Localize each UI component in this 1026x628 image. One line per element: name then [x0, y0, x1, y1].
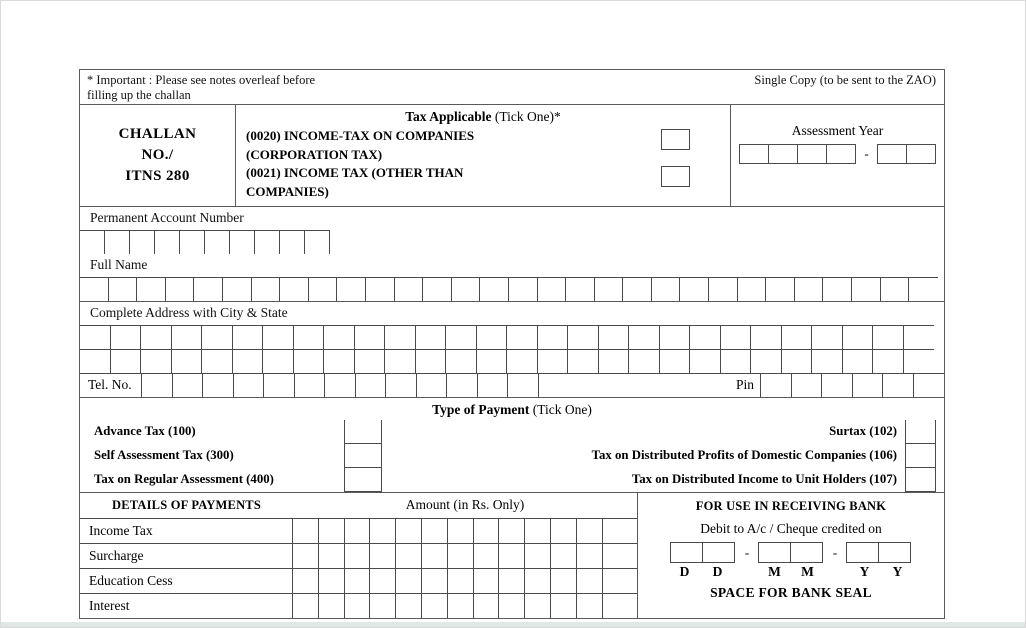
full-name-label: Full Name — [90, 257, 148, 272]
assessment-year-separator: - — [864, 146, 869, 161]
amount-cell[interactable] — [474, 594, 500, 618]
address-cell[interactable] — [416, 349, 447, 373]
payment-type-row-2 — [80, 444, 944, 468]
amount-cell[interactable] — [577, 544, 603, 568]
month-cell[interactable] — [758, 542, 791, 563]
amount-cell[interactable] — [422, 569, 448, 593]
address-cell[interactable] — [80, 349, 111, 373]
address-cell[interactable] — [324, 325, 355, 349]
address-cell[interactable] — [751, 349, 782, 373]
full-name-cell[interactable] — [823, 277, 852, 301]
address-cell[interactable] — [843, 325, 874, 349]
address-cell[interactable] — [172, 325, 203, 349]
assessment-year-cell[interactable] — [877, 144, 907, 164]
row-label-education-cess: Education Cess — [80, 569, 293, 593]
note-band — [80, 70, 944, 105]
amount-cell[interactable] — [551, 544, 577, 568]
address-cell[interactable] — [721, 325, 752, 349]
pan-cell[interactable] — [130, 230, 155, 254]
full-name-cell[interactable] — [166, 277, 195, 301]
pin-cell[interactable] — [914, 373, 945, 397]
unit-holders-label: Tax on Distributed Income to Unit Holders (107) — [631, 472, 897, 486]
details-header-amount: Amount (in Rs. Only) — [405, 497, 525, 512]
address-cell[interactable] — [568, 349, 599, 373]
pan-cell[interactable] — [280, 230, 305, 254]
tel-cell[interactable] — [386, 373, 417, 397]
full-name-cell[interactable] — [423, 277, 452, 301]
full-name-cell[interactable] — [223, 277, 252, 301]
amount-cell[interactable] — [345, 594, 371, 618]
pan-cell[interactable] — [205, 230, 230, 254]
tax-option-0020-label — [246, 127, 661, 164]
address-cell[interactable] — [263, 325, 294, 349]
challan-band — [80, 105, 944, 207]
pin-label: Pin — [539, 373, 762, 397]
challan-line-1: CHALLAN — [118, 126, 197, 142]
amount-cell[interactable] — [499, 519, 525, 543]
amount-cell[interactable] — [474, 569, 500, 593]
address-cell[interactable] — [172, 349, 203, 373]
amount-cell[interactable] — [474, 519, 500, 543]
challan-line-3: ITNS 280 — [125, 168, 190, 184]
amount-cell[interactable] — [319, 519, 345, 543]
challan-number-block — [80, 105, 236, 206]
full-name-cell[interactable] — [795, 277, 824, 301]
amount-cell[interactable] — [525, 594, 551, 618]
amount-cell[interactable] — [448, 569, 474, 593]
amount-cell[interactable] — [551, 569, 577, 593]
receiving-bank-block — [638, 493, 944, 618]
pin-cell[interactable] — [761, 373, 792, 397]
address-cell[interactable] — [568, 325, 599, 349]
payment-type-row-3 — [80, 468, 944, 493]
date-label-m2: M — [801, 564, 814, 579]
address-label: Complete Address with City & State — [90, 305, 288, 320]
address-cell[interactable] — [294, 325, 325, 349]
assessment-year-cell[interactable] — [768, 144, 798, 164]
details-header-row — [80, 493, 637, 519]
distributed-profits-label: Tax on Distributed Profits of Domestic Companies (106) — [591, 448, 897, 462]
row-label-surcharge: Surcharge — [80, 544, 293, 568]
self-assessment-tax-label: Self Assessment Tax (300) — [94, 448, 234, 462]
assessment-year-cell[interactable] — [826, 144, 856, 164]
amount-cell[interactable] — [370, 569, 396, 593]
amount-cell[interactable] — [396, 594, 422, 618]
address-cell[interactable] — [507, 325, 538, 349]
full-name-cell[interactable] — [566, 277, 595, 301]
amount-cell[interactable] — [319, 544, 345, 568]
amount-cell[interactable] — [603, 569, 629, 593]
payment-type-row-1 — [80, 420, 944, 444]
receiving-bank-title: FOR USE IN RECEIVING BANK — [695, 499, 887, 513]
regular-assessment-label: Tax on Regular Assessment (400) — [94, 472, 274, 486]
address-cell[interactable] — [843, 349, 874, 373]
tel-cell[interactable] — [325, 373, 356, 397]
year-cell[interactable] — [878, 542, 911, 563]
full-name-cell[interactable] — [852, 277, 881, 301]
date-separator-2: - — [832, 545, 838, 560]
address-cell[interactable] — [477, 325, 508, 349]
address-cell[interactable] — [141, 325, 172, 349]
self-assessment-tax-checkbox[interactable] — [344, 444, 382, 468]
address-cell[interactable] — [660, 325, 691, 349]
address-cell[interactable] — [111, 349, 142, 373]
amount-cell[interactable] — [319, 594, 345, 618]
amount-cell[interactable] — [448, 544, 474, 568]
pan-cell[interactable] — [105, 230, 130, 254]
tel-cell[interactable] — [142, 373, 173, 397]
day-cell[interactable] — [670, 542, 703, 563]
full-name-cell[interactable] — [509, 277, 538, 301]
details-of-payments-block — [80, 493, 638, 618]
full-name-cell[interactable] — [252, 277, 281, 301]
full-name-cell[interactable] — [194, 277, 223, 301]
address-cell[interactable] — [324, 349, 355, 373]
tax-option-0021-line2: COMPANIES) — [246, 183, 329, 199]
pan-cell[interactable] — [230, 230, 255, 254]
tax-option-0021-checkbox[interactable] — [661, 166, 690, 187]
pan-cell[interactable] — [255, 230, 280, 254]
address-cell[interactable] — [355, 325, 386, 349]
amount-cell[interactable] — [474, 544, 500, 568]
amount-cell[interactable] — [499, 594, 525, 618]
amount-cell[interactable] — [603, 519, 629, 543]
tel-pin-strip — [80, 373, 944, 398]
table-row — [80, 544, 637, 569]
address-cell[interactable] — [538, 349, 569, 373]
advance-tax-label: Advance Tax (100) — [94, 424, 196, 438]
date-label-gap-2 — [824, 564, 848, 580]
tax-option-0021 — [236, 164, 730, 201]
amount-cell[interactable] — [577, 594, 603, 618]
amount-cell[interactable] — [293, 544, 319, 568]
full-name-cell[interactable] — [909, 277, 938, 301]
amount-cell[interactable] — [396, 569, 422, 593]
address-cell[interactable] — [629, 349, 660, 373]
amount-cell[interactable] — [448, 519, 474, 543]
full-name-cell[interactable] — [80, 277, 109, 301]
month-cell[interactable] — [790, 542, 823, 563]
amount-cell[interactable] — [551, 594, 577, 618]
pin-cell[interactable] — [822, 373, 853, 397]
full-name-cell[interactable] — [109, 277, 138, 301]
important-note-line2: filling up the challan — [87, 88, 191, 102]
row-amount-cells — [293, 544, 637, 568]
address-cell[interactable] — [873, 325, 904, 349]
amount-cell[interactable] — [370, 544, 396, 568]
tel-cell[interactable] — [173, 373, 204, 397]
tax-option-0020-line2: (CORPORATION TAX) — [246, 146, 383, 162]
pan-cell[interactable] — [305, 230, 330, 254]
type-of-payment-title-bold: Type of Payment — [432, 402, 530, 417]
unit-holders-checkbox[interactable] — [905, 468, 936, 492]
full-name-cell[interactable] — [366, 277, 395, 301]
regular-assessment-checkbox[interactable] — [344, 468, 382, 492]
address-cell[interactable] — [873, 349, 904, 373]
amount-cell[interactable] — [577, 519, 603, 543]
date-label-d1: D — [679, 564, 690, 579]
date-labels — [668, 563, 914, 580]
tax-applicable-title-bold: Tax Applicable — [405, 109, 492, 124]
tel-cell[interactable] — [417, 373, 448, 397]
viewport-bottom-strip — [0, 622, 1026, 628]
address-cell[interactable] — [904, 325, 935, 349]
amount-cell[interactable] — [293, 594, 319, 618]
full-name-cell[interactable] — [623, 277, 652, 301]
amount-cell[interactable] — [499, 569, 525, 593]
amount-cell[interactable] — [293, 569, 319, 593]
full-name-cell[interactable] — [337, 277, 366, 301]
amount-cell[interactable] — [345, 544, 371, 568]
address-cell[interactable] — [690, 325, 721, 349]
amount-cell[interactable] — [345, 519, 371, 543]
address-cell[interactable] — [782, 325, 813, 349]
bank-seal-label: SPACE FOR BANK SEAL — [710, 585, 872, 600]
address-cell[interactable] — [812, 349, 843, 373]
tax-applicable-block — [236, 105, 731, 206]
date-label-gap-1 — [734, 564, 758, 580]
pan-label: Permanent Account Number — [90, 210, 244, 225]
address-cell[interactable] — [507, 349, 538, 373]
amount-cell[interactable] — [370, 519, 396, 543]
surtax-checkbox[interactable] — [905, 420, 936, 444]
tel-cell[interactable] — [447, 373, 478, 397]
tel-cell[interactable] — [508, 373, 539, 397]
assessment-year-block — [731, 105, 944, 206]
tax-option-0020-checkbox[interactable] — [661, 129, 690, 150]
full-name-cell[interactable] — [709, 277, 738, 301]
full-name-cell[interactable] — [595, 277, 624, 301]
pan-filler — [330, 230, 944, 254]
address-cell[interactable] — [477, 349, 508, 373]
date-separator-1: - — [744, 545, 750, 560]
row-amount-cells — [293, 569, 637, 593]
address-cell[interactable] — [141, 349, 172, 373]
pin-cell[interactable] — [853, 373, 884, 397]
amount-cell[interactable] — [319, 569, 345, 593]
details-header-left: DETAILS OF PAYMENTS — [112, 498, 261, 512]
address-cell[interactable] — [355, 349, 386, 373]
full-name-cell[interactable] — [766, 277, 795, 301]
amount-cell[interactable] — [370, 594, 396, 618]
pan-cell[interactable] — [80, 230, 105, 254]
row-label-income-tax: Income Tax — [80, 519, 293, 543]
type-of-payment-title — [80, 398, 944, 420]
address-cell[interactable] — [599, 349, 630, 373]
address-cell[interactable] — [80, 325, 111, 349]
tax-option-0020-line1: (0020) INCOME-TAX ON COMPANIES — [246, 128, 475, 143]
bottom-section — [80, 493, 944, 618]
date-label-y1: Y — [859, 564, 870, 579]
row-amount-cells — [293, 594, 637, 618]
amount-cell[interactable] — [525, 569, 551, 593]
amount-cell[interactable] — [396, 519, 422, 543]
address-cell[interactable] — [446, 325, 477, 349]
amount-cell[interactable] — [525, 519, 551, 543]
single-copy-note: Single Copy (to be sent to the ZAO) — [754, 73, 936, 87]
amount-cell[interactable] — [345, 569, 371, 593]
pan-input-strip — [80, 230, 944, 254]
assessment-year-cell[interactable] — [906, 144, 936, 164]
tel-no-label: Tel. No. — [80, 373, 142, 397]
address-cell[interactable] — [599, 325, 630, 349]
year-cell[interactable] — [846, 542, 879, 563]
address-cell[interactable] — [233, 325, 264, 349]
address-input-strip-row1 — [80, 325, 944, 349]
full-name-cell[interactable] — [881, 277, 910, 301]
pan-cell[interactable] — [180, 230, 205, 254]
pan-cell[interactable] — [155, 230, 180, 254]
address-cell[interactable] — [690, 349, 721, 373]
full-name-cell[interactable] — [652, 277, 681, 301]
address-cell[interactable] — [812, 325, 843, 349]
address-cell[interactable] — [660, 349, 691, 373]
full-name-cell[interactable] — [680, 277, 709, 301]
tel-cell[interactable] — [234, 373, 265, 397]
day-cell[interactable] — [702, 542, 735, 563]
tax-applicable-title-rest: (Tick One)* — [491, 109, 561, 124]
tel-cell[interactable] — [203, 373, 234, 397]
assessment-year-boxes — [740, 144, 936, 164]
full-name-cell[interactable] — [137, 277, 166, 301]
tax-applicable-title — [236, 105, 730, 127]
important-note-line1: * Important : Please see notes overleaf before — [87, 73, 316, 87]
amount-cell[interactable] — [422, 544, 448, 568]
address-cell[interactable] — [385, 349, 416, 373]
type-of-payment-title-rest: (Tick One) — [529, 402, 592, 417]
address-input-strip-row2 — [80, 349, 944, 373]
pin-cell[interactable] — [792, 373, 823, 397]
address-cell[interactable] — [111, 325, 142, 349]
table-row — [80, 594, 637, 618]
date-label-y2: Y — [892, 564, 903, 579]
challan-line-2: NO./ — [141, 147, 174, 163]
amount-cell[interactable] — [603, 544, 629, 568]
amount-cell[interactable] — [603, 594, 629, 618]
important-note — [80, 70, 636, 104]
full-name-cell[interactable] — [452, 277, 481, 301]
address-cell[interactable] — [202, 325, 233, 349]
amount-cell[interactable] — [448, 594, 474, 618]
row-label-interest: Interest — [80, 594, 293, 618]
advance-tax-checkbox[interactable] — [344, 420, 382, 444]
row-amount-cells — [293, 519, 637, 543]
amount-cell[interactable] — [396, 544, 422, 568]
amount-cell[interactable] — [422, 594, 448, 618]
tax-option-0020 — [236, 127, 730, 164]
tel-cell[interactable] — [478, 373, 509, 397]
assessment-year-label: Assessment Year — [791, 123, 884, 138]
full-name-input-strip — [80, 277, 944, 302]
full-name-cell[interactable] — [309, 277, 338, 301]
tel-cell[interactable] — [264, 373, 295, 397]
table-row — [80, 519, 637, 544]
amount-cell[interactable] — [422, 519, 448, 543]
address-cell[interactable] — [385, 325, 416, 349]
amount-cell[interactable] — [293, 519, 319, 543]
full-name-cell[interactable] — [738, 277, 767, 301]
surtax-label: Surtax (102) — [829, 424, 897, 438]
assessment-year-cell[interactable] — [797, 144, 827, 164]
pin-cell[interactable] — [883, 373, 914, 397]
full-name-cell[interactable] — [538, 277, 567, 301]
tax-option-0021-label — [246, 164, 661, 201]
distributed-profits-checkbox[interactable] — [905, 444, 936, 468]
address-cell[interactable] — [416, 325, 447, 349]
address-cell[interactable] — [233, 349, 264, 373]
address-cell[interactable] — [446, 349, 477, 373]
full-name-cell[interactable] — [480, 277, 509, 301]
address-cell[interactable] — [751, 325, 782, 349]
date-label-d2: D — [712, 564, 723, 579]
address-cell[interactable] — [202, 349, 233, 373]
address-cell[interactable] — [629, 325, 660, 349]
amount-cell[interactable] — [551, 519, 577, 543]
amount-cell[interactable] — [499, 544, 525, 568]
tax-option-0021-line1: (0021) INCOME TAX (OTHER THAN — [246, 165, 464, 180]
tel-cell[interactable] — [295, 373, 326, 397]
tel-cell[interactable] — [356, 373, 387, 397]
address-cell[interactable] — [263, 349, 294, 373]
date-boxes — [671, 540, 911, 563]
full-name-cell[interactable] — [280, 277, 309, 301]
date-label-m1: M — [768, 564, 781, 579]
address-cell[interactable] — [294, 349, 325, 373]
amount-cell[interactable] — [577, 569, 603, 593]
address-cell[interactable] — [904, 349, 935, 373]
address-cell[interactable] — [538, 325, 569, 349]
challan-form-280 — [79, 69, 945, 619]
assessment-year-cell[interactable] — [739, 144, 769, 164]
debit-credited-label: Debit to A/c / Cheque credited on — [700, 521, 882, 536]
table-row — [80, 569, 637, 594]
address-cell[interactable] — [721, 349, 752, 373]
full-name-cell[interactable] — [395, 277, 424, 301]
address-cell[interactable] — [782, 349, 813, 373]
amount-cell[interactable] — [525, 544, 551, 568]
